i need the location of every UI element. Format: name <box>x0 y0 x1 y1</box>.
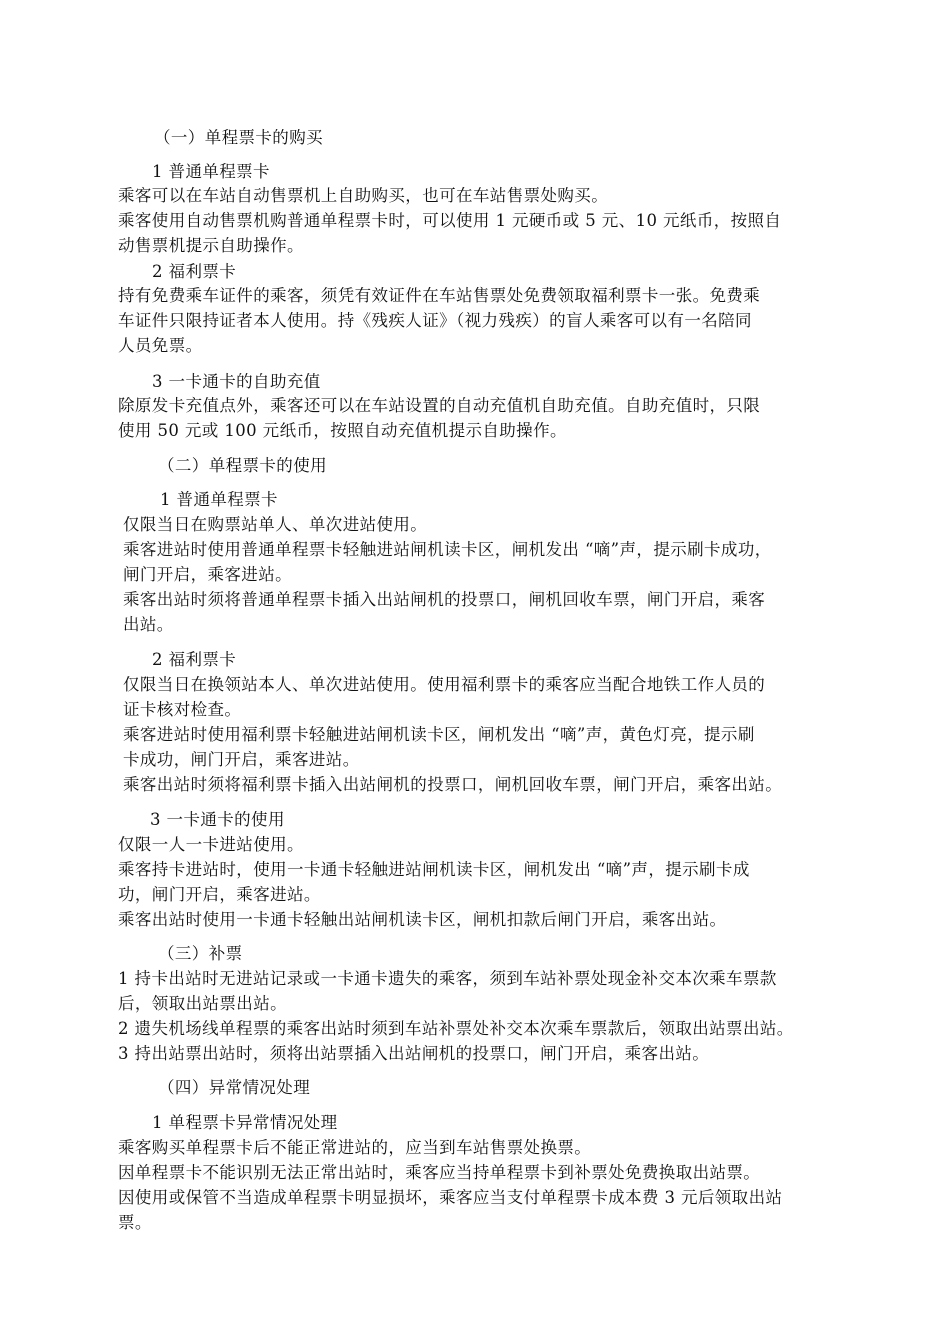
paragraph-line: 车证件只限持证者本人使用。持《残疾人证》（视力残疾）的盲人乘客可以有一名陪同 <box>118 311 752 330</box>
paragraph-line: 人员免票。 <box>118 336 203 355</box>
paragraph-line: 乘客购买单程票卡后不能正常进站的，应当到车站售票处换票。 <box>118 1138 592 1157</box>
paragraph-line: 3 持出站票出站时，须将出站票插入出站闸机的投票口，闸门开启，乘客出站。 <box>118 1044 710 1063</box>
section-heading: （二）单程票卡的使用 <box>158 456 327 475</box>
paragraph-line: 乘客可以在车站自动售票机上自助购买，也可在车站售票处购买。 <box>118 186 609 205</box>
paragraph-line: 票。 <box>118 1213 152 1232</box>
paragraph-line: 出站。 <box>123 615 174 634</box>
subsection-heading: 1 单程票卡异常情况处理 <box>152 1113 338 1132</box>
paragraph-line: 动售票机提示自助操作。 <box>118 236 304 255</box>
paragraph-line: 持有免费乘车证件的乘客，须凭有效证件在车站售票处免费领取福利票卡一张。免费乘 <box>118 286 761 305</box>
paragraph-line: 仅限当日在购票站单人、单次进站使用。 <box>123 515 428 534</box>
subsection-heading: 2 福利票卡 <box>152 650 237 669</box>
subsection-heading: 3 一卡通卡的使用 <box>150 810 285 829</box>
paragraph-line: 1 持卡出站时无进站记录或一卡通卡遗失的乘客，须到车站补票处现金补交本次乘车票款 <box>118 969 777 988</box>
paragraph-line: 因单程票卡不能识别无法正常出站时，乘客应当持单程票卡到补票处免费换取出站票。 <box>118 1163 761 1182</box>
paragraph-line: 乘客使用自动售票机购普通单程票卡时，可以使用 1 元硬币或 5 元、10 元纸币，按照自 <box>118 211 782 230</box>
paragraph-line: 卡成功，闸门开启，乘客进站。 <box>123 750 360 769</box>
paragraph-line: 乘客进站时使用福利票卡轻触进站闸机读卡区，闸机发出 “嘀”声，黄色灯亮，提示刷 <box>123 725 755 744</box>
subsection-heading: 1 普通单程票卡 <box>160 490 278 509</box>
paragraph-line: 乘客出站时须将普通单程票卡插入出站闸机的投票口，闸机回收车票，闸门开启，乘客 <box>123 590 766 609</box>
paragraph-line: 乘客进站时使用普通单程票卡轻触进站闸机读卡区，闸机发出 “嘀”声，提示刷卡成功， <box>123 540 772 559</box>
paragraph-line: 仅限一人一卡进站使用。 <box>118 835 304 854</box>
paragraph-line: 使用 50 元或 100 元纸币，按照自动充值机提示自助操作。 <box>118 421 567 440</box>
paragraph-line: 仅限当日在换领站本人、单次进站使用。使用福利票卡的乘客应当配合地铁工作人员的 <box>123 675 766 694</box>
paragraph-line: 闸门开启，乘客进站。 <box>123 565 292 584</box>
section-heading: （四）异常情况处理 <box>158 1078 311 1097</box>
section-heading: （三）补票 <box>158 944 243 963</box>
subsection-heading: 3 一卡通卡的自助充值 <box>152 372 321 391</box>
paragraph-line: 乘客出站时须将福利票卡插入出站闸机的投票口，闸机回收车票，闸门开启，乘客出站。 <box>123 775 783 794</box>
subsection-heading: 1 普通单程票卡 <box>152 162 270 181</box>
paragraph-line: 后，领取出站票出站。 <box>118 994 287 1013</box>
paragraph-line: 除原发卡充值点外，乘客还可以在车站设置的自动充值机自助充值。自助充值时，只限 <box>118 396 761 415</box>
paragraph-line: 2 遗失机场线单程票的乘客出站时须到车站补票处补交本次乘车票款后，领取出站票出站。 <box>118 1019 794 1038</box>
paragraph-line: 乘客持卡进站时，使用一卡通卡轻触进站闸机读卡区，闸机发出 “嘀”声，提示刷卡成 <box>118 860 750 879</box>
paragraph-line: 因使用或保管不当造成单程票卡明显损坏，乘客应当支付单程票卡成本费 3 元后领取出站 <box>118 1188 783 1207</box>
paragraph-line: 证卡核对检查。 <box>123 700 242 719</box>
section-heading: （一）单程票卡的购买 <box>154 128 323 147</box>
paragraph-line: 功，闸门开启，乘客进站。 <box>118 885 321 904</box>
subsection-heading: 2 福利票卡 <box>152 262 237 281</box>
paragraph-line: 乘客出站时使用一卡通卡轻触出站闸机读卡区，闸机扣款后闸门开启，乘客出站。 <box>118 910 727 929</box>
